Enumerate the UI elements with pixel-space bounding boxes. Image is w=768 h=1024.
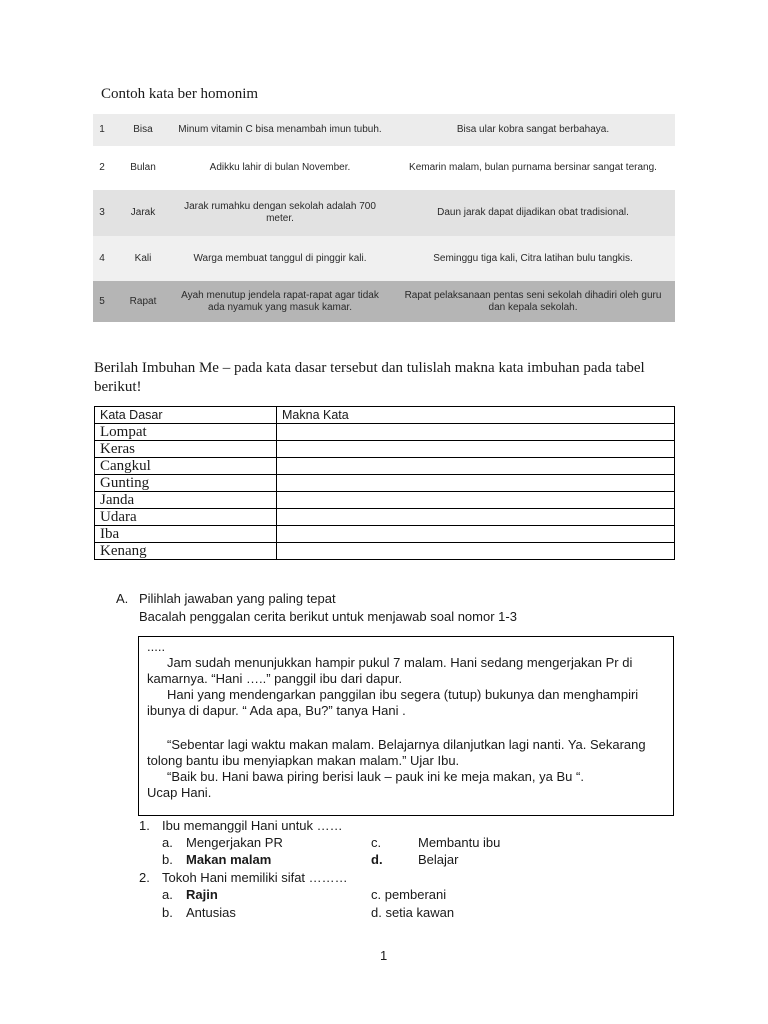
option-c[interactable]: Membantu ibu [418,835,501,850]
section-subtitle: Bacalah penggalan cerita berikut untuk menjawab soal nomor 1-3 [139,609,517,624]
homonym-table [93,114,675,322]
table-row [95,492,675,509]
instruction-text: Berilah Imbuhan Me – pada kata dasar tersebut dan tulislah makna kata imbuhan pada tabel berikut! [94,360,645,395]
option-letter: c. [371,835,382,850]
section-letter: A. [116,591,129,606]
story-line: tolong bantu ibu menyiapkan makan malam.” Ujar Ibu. [147,753,460,768]
kata-dasar-cell: Kenang [95,543,277,560]
option-d[interactable]: d. setia kawan [371,905,455,920]
table-row [95,441,675,458]
question-text: Ibu memanggil Hani untuk …… [162,818,343,833]
option-b[interactable]: Makan malam [186,852,272,867]
homonym-row [93,114,675,146]
option-c[interactable]: c. pemberani [371,887,447,902]
homonym-row [93,190,675,236]
option-letter: a. [162,887,173,902]
example-sentence-1: Minum vitamin C bisa menambah imun tubuh. [178,124,382,135]
story-line: kamarnya. “Hani …..” panggil ibu dari dapur. [147,671,403,686]
story-line: ibunya di dapur. “ Ada apa, Bu?” tanya Hani . [147,703,406,718]
example-sentence-2: Seminggu tiga kali, Citra latihan bulu tangkis. [433,252,633,264]
homonym-word: Kali [134,252,152,264]
row-number: 4 [99,252,105,264]
table-row [95,509,675,526]
example-sentence-1: Jarak rumahku dengan sekolah adalah 700 meter. [184,201,376,224]
kata-dasar-cell: Cangkul [95,458,277,475]
option-a[interactable]: Rajin [186,887,218,902]
makna-kata-cell[interactable] [277,424,675,441]
table-row [95,458,675,475]
story-line: Hani yang mendengarkan panggilan ibu segera (tutup) bukunya dan menghampiri [167,687,639,702]
makna-kata-cell[interactable] [277,526,675,543]
question-number: 2. [139,870,150,885]
makna-kata-cell[interactable] [277,441,675,458]
kata-dasar-cell: Udara [95,509,277,526]
homonym-word: Rapat [129,295,157,307]
story-line: “Baik bu. Hani bawa piring berisi lauk – pauk ini ke meja makan, ya Bu “. [167,769,584,784]
option-letter: a. [162,835,173,850]
kata-dasar-table [94,406,675,560]
kata-dasar-cell: Gunting [95,475,277,492]
header-makna-kata: Makna Kata [277,407,675,424]
section-title: Pilihlah jawaban yang paling tepat [139,591,336,606]
option-d[interactable]: Belajar [418,852,459,867]
row-number: 5 [99,295,105,307]
kata-dasar-cell: Iba [95,526,277,543]
makna-kata-cell[interactable] [277,475,675,492]
story-line: ..... [147,639,166,654]
option-a[interactable]: Mengerjakan PR [186,835,283,850]
makna-kata-cell[interactable] [277,509,675,526]
homonym-word: Bisa [133,124,153,135]
example-sentence-1: Ayah menutup jendela rapat-rapat agar tidak ada nyamuk yang masuk kamar. [181,289,379,313]
table-row [95,475,675,492]
homonym-word: Jarak [130,207,156,218]
kata-dasar-cell: Keras [95,441,277,458]
row-number: 3 [99,207,105,218]
homonym-word: Bulan [130,162,156,173]
option-b[interactable]: Antusias [186,905,236,920]
example-sentence-2: Kemarin malam, bulan purnama bersinar sangat terang. [409,162,657,173]
row-number: 1 [99,124,105,135]
kata-dasar-cell: Janda [95,492,277,509]
homonym-row [93,236,675,281]
story-line: “Sebentar lagi waktu makan malam. Belajarnya dilanjutkan lagi nanti. Ya. Sekarang [167,737,646,752]
makna-kata-cell[interactable] [277,492,675,509]
option-letter: b. [162,905,173,920]
row-number: 2 [99,162,105,173]
page-number: 1 [380,948,388,963]
example-sentence-2: Bisa ular kobra sangat berbahaya. [456,124,610,135]
header-kata-dasar: Kata Dasar [95,407,277,424]
option-letter: d. [371,852,383,867]
question-text: Tokoh Hani memiliki sifat ……… [162,870,348,885]
homonym-row [93,146,675,190]
table-row [95,424,675,441]
example-sentence-2: Rapat pelaksanaan pentas seni sekolah dihadiri oleh guru dan kepala sekolah. [404,289,662,313]
story-line: Jam sudah menunjukkan hampir pukul 7 malam. Hani sedang mengerjakan Pr di [167,655,633,670]
homonym-title: Contoh kata ber homonim [101,86,259,102]
example-sentence-1: Adikku lahir di bulan November. [209,162,351,173]
example-sentence-2: Daun jarak dapat dijadikan obat tradisional. [437,207,629,218]
option-letter: b. [162,852,173,867]
kata-dasar-cell: Lompat [95,424,277,441]
makna-kata-cell[interactable] [277,458,675,475]
question-number: 1. [139,818,150,833]
story-box [138,636,674,816]
table-row [95,543,675,560]
makna-kata-cell[interactable] [277,543,675,560]
homonym-row [93,281,675,322]
story-line: Ucap Hani. [147,785,212,800]
example-sentence-1: Warga membuat tanggul di pinggir kali. [193,252,367,264]
table-row [95,526,675,543]
table-header-row [95,407,675,424]
